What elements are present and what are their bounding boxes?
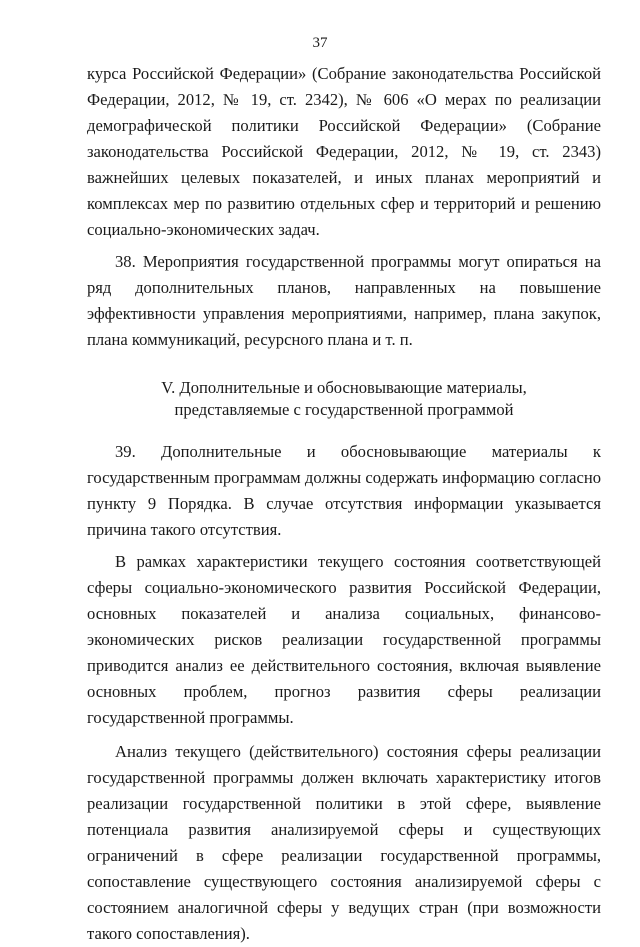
- paragraph-analysis: Анализ текущего (действительного) состояния сферы реализации государственной программы должен включать характеристику итогов реализации государственной политики в этой сфере, выявление потенциала развития анализируемой сферы и существующих ограничений в сфере реализации государственной программы, сопоставление существующего состояния анализируемой сферы с состоянием аналогичной сферы у ведущих стран (при возможности такого сопоставления).: [87, 742, 601, 943]
- paragraph-continued: курса Российской Федерации» (Собрание законодательства Российской Федерации, 2012, № 19, ст. 2342), № 606 «О мерах по реализации демографической политики Российской Федерации» (Собрание законодательства Российской Федерации, 2012, № 19, ст. 2343) важнейших целевых показателей, и иных планах мероприятий и комплексах мер по развитию отдельных сфер и территорий и решению социально-экономических задач.: [87, 64, 601, 239]
- paragraph-characteristics: В рамках характеристики текущего состояния соответствующей сферы социально-экономического развития Российской Федерации, основных показателей и анализа социальных, финансово-экономических рисков реализации государственной программы приводится анализ ее действительного состояния, включая выявление основных проблем, прогноз развития сферы реализации государственной программы.: [87, 552, 601, 727]
- page-number: 37: [312, 35, 328, 51]
- section-heading-line-1: V. Дополнительные и обосновывающие материалы,: [161, 378, 527, 397]
- section-heading-line-2: представляемые с государственной программой: [174, 400, 514, 419]
- document-body: [87, 61, 601, 947]
- paragraph-38: 38. Мероприятия государственной программы могут опираться на ряд дополнительных планов, направленных на повышение эффективности управления мероприятиями, например, плана закупок, плана коммуникаций, ресурсного плана и т. п.: [87, 252, 601, 349]
- section-heading: [87, 377, 601, 421]
- paragraph-39: 39. Дополнительные и обосновывающие материалы к государственным программам должны содержать информацию согласно пункту 9 Порядка. В случае отсутствия информации указывается причина такого отсутствия.: [87, 442, 601, 539]
